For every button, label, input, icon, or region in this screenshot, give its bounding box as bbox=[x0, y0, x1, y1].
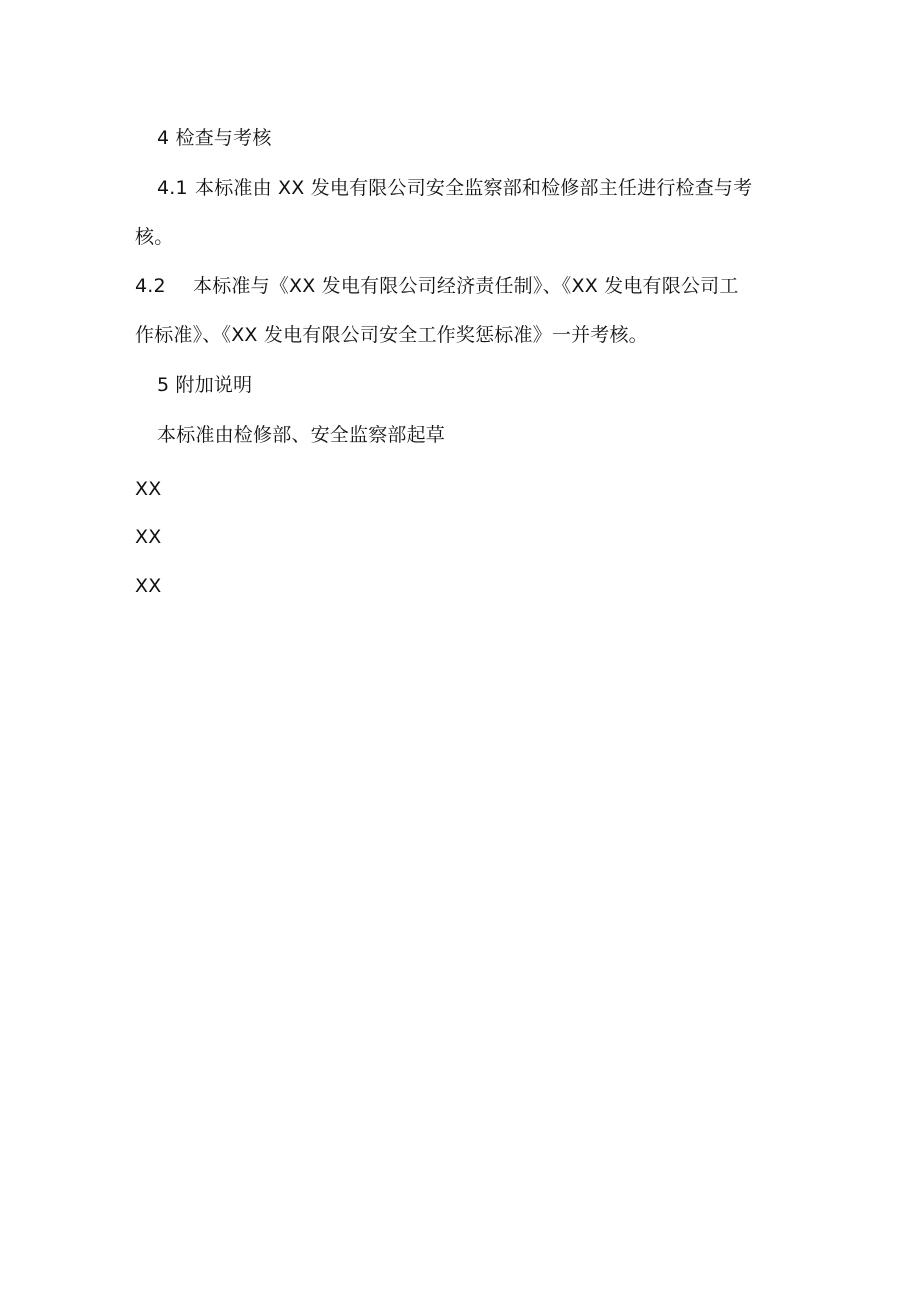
sign-line-3: XX bbox=[135, 575, 162, 597]
item-4-1-text-line-1: 本标准由 XX 发电有限公司安全监察部和检修部主任进行检查与考 bbox=[195, 177, 753, 199]
section-5-heading: 5 附加说明 bbox=[157, 374, 253, 396]
section-4-heading: 4 检查与考核 bbox=[157, 127, 272, 149]
item-4-1-text-line-2: 核。 bbox=[135, 226, 174, 248]
sign-line-2: XX bbox=[135, 526, 162, 548]
item-4-2-number: 4.2 bbox=[135, 275, 166, 297]
sign-line-1: XX bbox=[135, 478, 162, 500]
item-4-2-line-1 bbox=[135, 274, 739, 298]
item-4-2-text-line-1: 本标准与《XX 发电有限公司经济责任制》、《XX 发电有限公司工 bbox=[193, 275, 739, 297]
item-4-1-line-1 bbox=[157, 176, 752, 200]
item-4-1-number: 4.1 bbox=[157, 177, 188, 199]
drafted-by-text: 本标准由检修部、安全监察部起草 bbox=[157, 424, 446, 446]
item-4-2-text-line-2: 作标准》、《XX 发电有限公司安全工作奖惩标准》一并考核。 bbox=[135, 324, 648, 346]
